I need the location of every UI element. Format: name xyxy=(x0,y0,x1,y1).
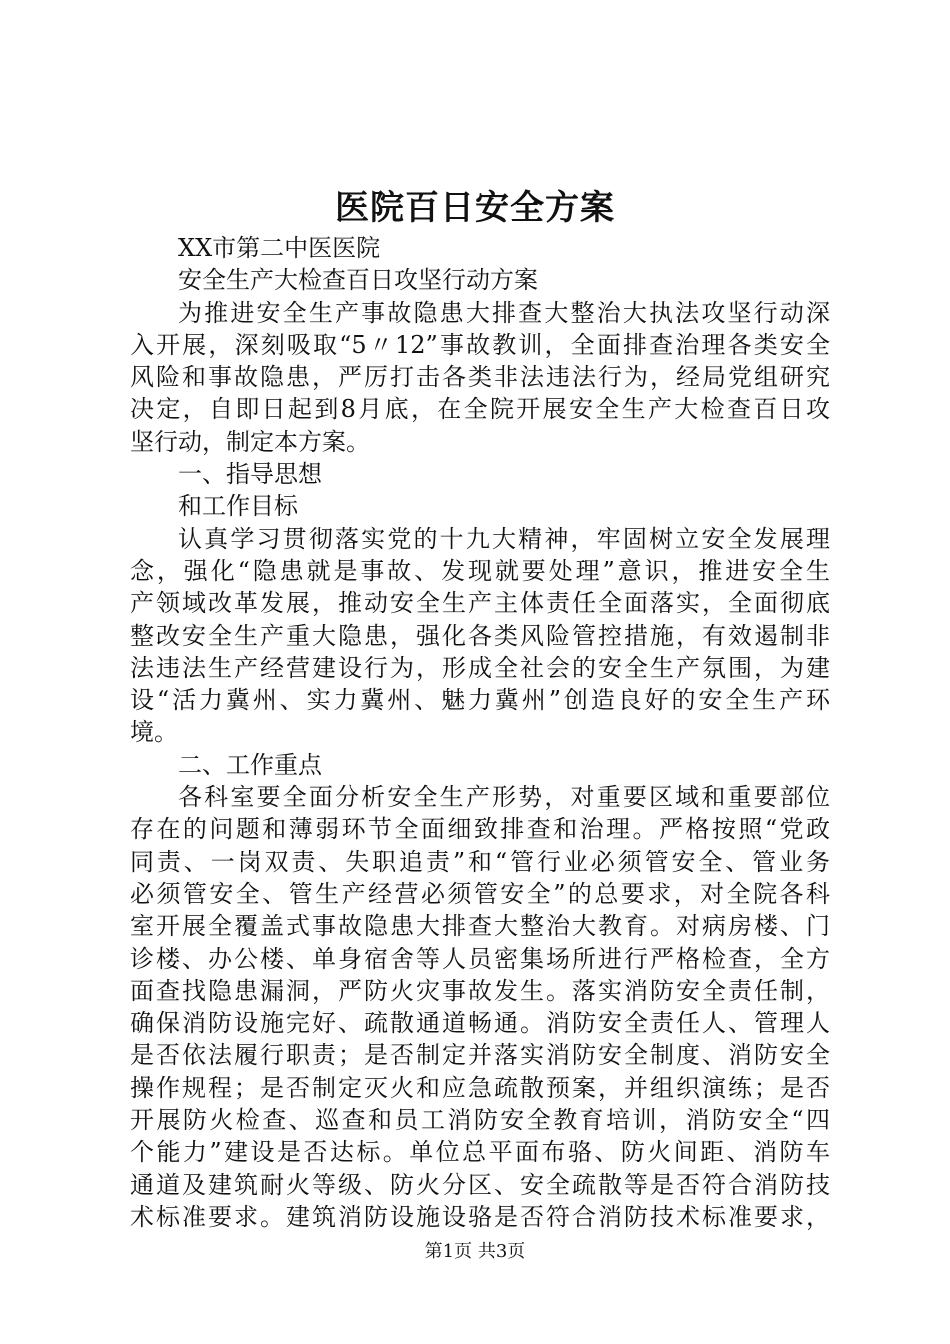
page-number-footer: 第1页 共3页 xyxy=(424,1241,526,1262)
organization-line: XX市第二中医医院 xyxy=(178,234,381,262)
section-2-line: 各科室要全面分析安全生产形势，对重要区域和重要部位 xyxy=(178,783,830,812)
section-2-line: 室开展全覆盖式事故隐患大排查大整治大教育。对病房楼、门 xyxy=(130,912,830,941)
document-title: 医院百日安全方案 xyxy=(335,188,615,228)
intro-line: 风险和事故隐患，严厉打击各类非法违法行为，经局党组研究 xyxy=(130,363,830,392)
section-2-line: 存在的问题和薄弱环节全面细致排查和治理。严格按照“党政 xyxy=(130,815,830,844)
section-2-line: 通道及建筑耐火等级、防火分区、安全疏散等是否符合消防技 xyxy=(130,1170,830,1199)
section-2-line: 操作规程；是否制定灭火和应急疏散预案，并组织演练；是否 xyxy=(130,1073,830,1102)
section-1-line: 法违法生产经营建设行为，形成全社会的安全生产氛围，为建 xyxy=(130,653,830,682)
intro-line: 为推进安全生产事故隐患大排查大整治大执法攻坚行动深 xyxy=(178,298,830,327)
section-1-line: 产领域改革发展，推动安全生产主体责任全面落实，全面彻底 xyxy=(130,589,830,618)
section-1-line: 整改安全生产重大隐患，强化各类风险管控措施，有效遏制非 xyxy=(130,621,830,650)
section-2-line: 是否依法履行职责；是否制定并落实消防安全制度、消防安全 xyxy=(130,1041,830,1070)
plan-subtitle: 安全生产大检查百日攻坚行动方案 xyxy=(178,266,538,295)
section-2-line: 个能力”建设是否达标。单位总平面布骆、防火间距、消防车 xyxy=(130,1138,830,1167)
section-2-line: 必须管安全、管生产经营必须管安全”的总要求，对全院各科 xyxy=(130,879,830,908)
section-1-line: 境。 xyxy=(130,718,178,747)
section-2-line: 诊楼、办公楼、单身宿舍等人员密集场所进行严格检查，全方 xyxy=(130,944,830,973)
section-2-line: 术标准要求。建筑消防设施设骆是否符合消防技术标准要求， xyxy=(130,1202,830,1231)
section-2-line: 确保消防设施完好、疏散通道畅通。消防安全责任人、管理人 xyxy=(130,1009,830,1038)
section-1-heading-continued: 和工作目标 xyxy=(178,492,298,521)
section-2-line: 面查找隐患漏洞，严防火灾事故发生。落实消防安全责任制， xyxy=(130,976,830,1005)
section-1-line: 念，强化“隐患就是事故、发现就要处理”意识，推进安全生 xyxy=(130,556,830,585)
intro-line: 坚行动，制定本方案。 xyxy=(130,427,370,456)
intro-line: 决定，自即日起到8月底，在全院开展安全生产大检查百日攻 xyxy=(130,395,830,424)
section-2-line: 开展防火检查、巡查和员工消防安全教育培训，消防安全“四 xyxy=(130,1106,830,1135)
section-2-line: 同责、一岗双责、失职追责”和“管行业必须管安全、管业务 xyxy=(130,847,830,876)
section-1-heading: 一、指导思想 xyxy=(178,460,322,489)
section-1-line: 设“活力冀州、实力冀州、魅力冀州”创造良好的安全生产环 xyxy=(130,686,830,715)
section-2-heading: 二、工作重点 xyxy=(178,750,322,779)
intro-line: 入开展，深刻吸取“5〃12”事故教训，全面排查治理各类安全 xyxy=(130,330,830,359)
section-1-line: 认真学习贯彻落实党的十九大精神，牢固树立安全发展理 xyxy=(178,524,830,553)
document-body xyxy=(130,232,830,1233)
